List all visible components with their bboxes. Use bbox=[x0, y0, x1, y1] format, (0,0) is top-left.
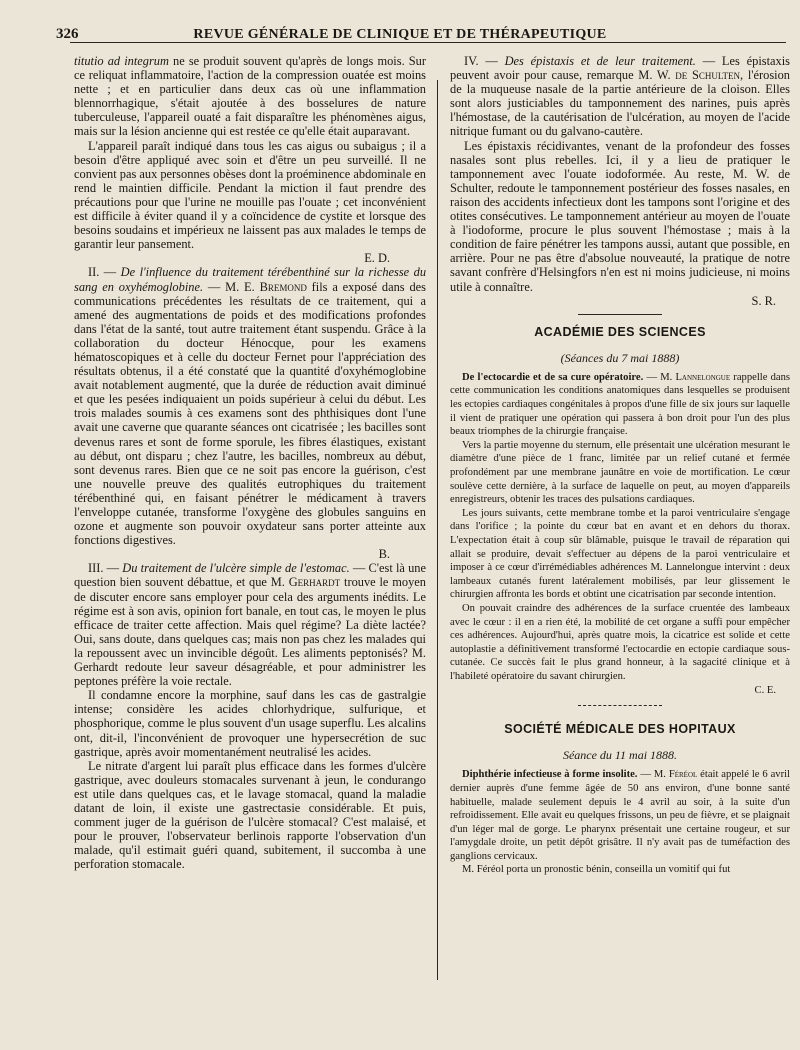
header-rule bbox=[70, 42, 786, 43]
section-iv bbox=[450, 54, 790, 139]
paragraph: Le nitrate d'argent lui paraît plus efficace dans les formes d'ulcère gastrique, avec douleurs stomacales survenant à jeun, le condurango est utile dans quelques cas, et le lavage stomacal, quand la maladie datant de loin, il existe une gastrectasie considérable. Et puis, comment juger de la guérison de l'ulcère stomacal? C'est malaisé, et pour le prouver, l'observateur berlinois rapporte l'observation d'un malade, qu'il estimait guéri quand, subitement, il succomba à une perforation stomacale. bbox=[74, 758, 426, 872]
divider bbox=[578, 705, 662, 706]
section-title: Du traitement de l'ulcère simple de l'estomac. bbox=[122, 561, 350, 576]
paragraph-text: fils a exposé dans des communications précédentes les résultats de ce traitement, qui a amené des augmentations de poids et des modifications profondes dans l'état de la santé, tout autre traitement étant suspendu. Grâce à la collaboration du docteur Hénocque, pour les examens hématoscopiques et à celle du docteur Fernet pour l'appréciation des résultats obtenus, il a été constaté que la quantité d'oxyhémoglobine avait notablement augmenté, que la durée de réduction avait diminué et que les pesées indiquaient un poids supérieur à celui du début. Les trois malades soumis à ces examens sont des phthisiques dont l'une avait une caverne que quarante séances ont cicatrisée ; les bacilles sont devenus rares et sont de forme sporule, les fibres élastiques, existant au début, ont disparu ; chez l'autre, les bacilles, nombreux au début, sont devenus rares. Bien que ce ne soit pas encore la guérison, c'est une nouvelle preuve des qualités eutrophiques du traitement térébenthiné qui, en faisant pénétrer le médicament à travers l'enveloppe cutanée, transforme l'oxygène des globules sanguins en ozone et augmente son pouvoir oxydateur sans porter atteinte aux fonctions digestives. bbox=[74, 279, 426, 548]
section-iii bbox=[74, 561, 426, 688]
section-ii bbox=[74, 265, 426, 547]
session-date: (Séances du 7 mai 1888) bbox=[560, 350, 680, 365]
running-header bbox=[26, 16, 774, 42]
paragraph-text: — C'est là une question bien souvent débattue, et que M. bbox=[74, 561, 426, 590]
signature: E. D. bbox=[364, 251, 390, 266]
paragraph-text: ne se produit souvent qu'après de longs mois. Sur ce reliquat inflammatoire, l'action de la compression ouatée est moins nette ; et en particulier dans deux cas où une inflammation blennorrhagique, s'était ajoutée à des bosselures de nature tuberculeuse, l'appareil ouaté a fait disparaître les phénomènes aigus, mais sur la lésion ancienne qui est restée ce qu'elle était auparavant. bbox=[74, 54, 426, 139]
author-name: Bremond bbox=[259, 279, 307, 294]
section-number: II. — bbox=[88, 265, 121, 280]
dash: — M. E. bbox=[203, 279, 260, 294]
report-paragraph bbox=[450, 768, 790, 863]
page-number: 326 bbox=[56, 26, 79, 42]
author-name: Gerhardt bbox=[288, 575, 341, 590]
report-title: De l'ectocardie et de sa cure opératoire. bbox=[462, 371, 644, 383]
paragraph-text: , l'érosion de la muqueuse nasale de la partie antérieure de la cloison. Elles sont alors justiciables du tamponnement des narines, puis après l'hémostase, de la cautérisation de l'ulcération, au moyen de l'acide nitrique fumant ou du galvano-cautère. bbox=[450, 68, 790, 139]
author-name: Lannelongue bbox=[675, 371, 731, 383]
latin-phrase: titutio ad integrum bbox=[74, 54, 169, 68]
dash: — M. bbox=[637, 769, 669, 781]
report-paragraph: M. Féréol porta un pronostic bénin, conseilla un vomitif qui fut bbox=[462, 864, 731, 876]
author-name: de Schulten bbox=[675, 68, 741, 83]
paragraph-text: — Les épistaxis peuvent avoir pour cause, remarque M. W. bbox=[450, 54, 790, 83]
paragraph-text: rappelle dans cette communication les conditions anatomiques dans lesquelles se produisent les ectopies cardiaques congénitales à propos d'une fille de six jours sur laquelle il vient de pratiquer une opération qui passera à bon droit pour l'un des plus beaux triomphes de la chirurgie française. bbox=[450, 371, 791, 438]
section-title: Des épistaxis et de leur traitement. bbox=[504, 54, 696, 68]
signature: C. E. bbox=[754, 684, 776, 696]
signature: B. bbox=[378, 547, 390, 562]
report-title: Diphthérie infectieuse à forme insolite. bbox=[462, 769, 638, 781]
left-column bbox=[74, 54, 426, 871]
signature: S. R. bbox=[751, 293, 776, 308]
right-column bbox=[450, 54, 790, 877]
section-number: IV. — bbox=[464, 54, 505, 68]
paragraph: Les épistaxis récidivantes, venant de la profondeur des fosses nasales sont plus rebelles. Ici, il y a lieu de pratiquer le tamponnement avec l'ouate iodoformée. Au reste, M. W. de Schulter, redoute le tamponnement postérieur des fosses nasales, en raison des accidents infectieux dont les tampons sont l'origine et des otites consécutives. Le tamponnement antérieur au moyen de l'ouate à l'iodoforme, procure le plus souvent l'hémostase ; mais à la condition de faire pénétrer les tampons aussi, autant que possible, en arrière. Pour ne pas être d'absolue nouveauté, la pratique de notre savant confrère d'Helsingfors n'en est ni moins judicieuse, ni moins utile à connaître. bbox=[450, 138, 790, 294]
report-paragraph: Les jours suivants, cette membrane tombe et la paroi ventriculaire s'engage dans l'orifice ; la pointe du cœur bat en avant et en dehors du thorax. L'expectation était à coup sûr blâmable, puisque le travail de réparation qui allait se produire, devait s'effectuer au dépens de la paroi ventriculaire et imposer à ce cœur d'irrémédiables adhérences M. Lannelongue intervint : deux lambeaux cutanés furent latéralement mobilisés, par leur glissement le chirurgien affronta les bords et obtint une cicatrisation par seconde intention. bbox=[450, 507, 790, 601]
section-title: De l'influence du traitement térébenthiné sur la richesse du sang en oxyhémoglobine. bbox=[74, 265, 427, 294]
divider bbox=[578, 314, 662, 315]
paragraph-text: était appelé le 6 avril dernier auprès d'une femme âgée de 50 ans environ, d'une bonne santé habituelle, malade seulement depuis le 4 avril au soir, à la suite d'un refroidissement. Elle avait eu quelques frissons, un peu de fièvre, et se plaignait d'un léger mal de gorge. Le pharynx présentait une certaine rougeur, et sur l'amygdale droite, un petit dépôt grisâtre. Il n'y avait pas de tuméfaction des ganglions cervicaux. bbox=[450, 769, 790, 862]
paragraph: Il condamne encore la morphine, sauf dans les cas de gastralgie intense; considère les acides chlorhydrique, sulfurique, et phosphorique, comme le plus souvent d'un usage superflu. Les alcalins ont, dit-il, l'inconvénient de provoquer une hypersecrétion de suc gastrique, après avoir momentanément neutralisé les acides. bbox=[74, 688, 426, 759]
column-divider bbox=[437, 80, 438, 980]
author-name: Féréol bbox=[668, 769, 698, 781]
section-heading-academie: ACADÉMIE DES SCIENCES bbox=[534, 324, 706, 339]
paragraph: L'appareil paraît indiqué dans tous les cas aigus ou subaigus ; il a besoin d'être appliqué avec soin et d'être un peu surveillé. Il ne convient pas aux personnes obèses dont la proéminence abdominale en rend le maintien difficile. Pendant la miction il faut prendre des précautions pour que l'urine ne mouille pas l'ouate ; cet inconvénient est difficile à éviter quand il y a coïncidence de cystite et lorsque des besoins soudains et impérieux ne laissent pas aux malades le temps de garantir leur pansement. bbox=[74, 138, 426, 252]
section-heading-societe: SOCIÉTÉ MÉDICALE DES HOPITAUX bbox=[504, 722, 736, 737]
dash: — M. bbox=[643, 371, 676, 383]
paragraph bbox=[74, 54, 426, 139]
journal-title: REVUE GÉNÉRALE DE CLINIQUE ET DE THÉRAPEUTIQUE bbox=[193, 27, 607, 42]
report-paragraph bbox=[450, 371, 790, 439]
section-number: III. — bbox=[88, 561, 123, 576]
paragraph-text: trouve le moyen de discuter encore sans employer pour cela des arguments inédits. Le régime est à son avis, opinion fort banale, en tout cas, le moyen le plus efficace de traiter cette affection. Mais quel régime? La diète lactée? Oui, sans doute, dans quelques cas; mais non pas chez les malades qui la repoussent avec un invincible dégoût. Les aliments peptonisés? M. Gerhardt redoute leur saveur désagréable, et pour administrer les peptones préfère la voie rectale. bbox=[74, 575, 426, 689]
session-date: Séance du 11 mai 1888. bbox=[562, 748, 678, 763]
report-paragraph: Vers la partie moyenne du sternum, elle présentait une ulcération mesurant le diamètre d'une pièce de 1 franc, limitée par un relief cutané et fermée profondément par une membrane jaunâtre en voie de mortification. Le cœur soulève cette dernière, à la surface de laquelle on peut, au moyen d'appareils enregistreurs, obtenir les traces des pulsations cardiaques. bbox=[450, 439, 790, 506]
report-paragraph: On pouvait craindre des adhérences de la surface cruentée des lambeaux avec le cœur : il en a rien été, la mobilité de cet organe a suffi pour empêcher ces adhérences. Aujourd'hui, après quatre mois, la cicatrice est solide et cette autoplastie a définitivement transformé l'ectocardie en ectopie cardiaque sous-cutanée. Ce succès fait le plus grand honneur, à la sagacité clinique et à l'habileté opératoire du savant chirurgien. bbox=[450, 602, 790, 682]
